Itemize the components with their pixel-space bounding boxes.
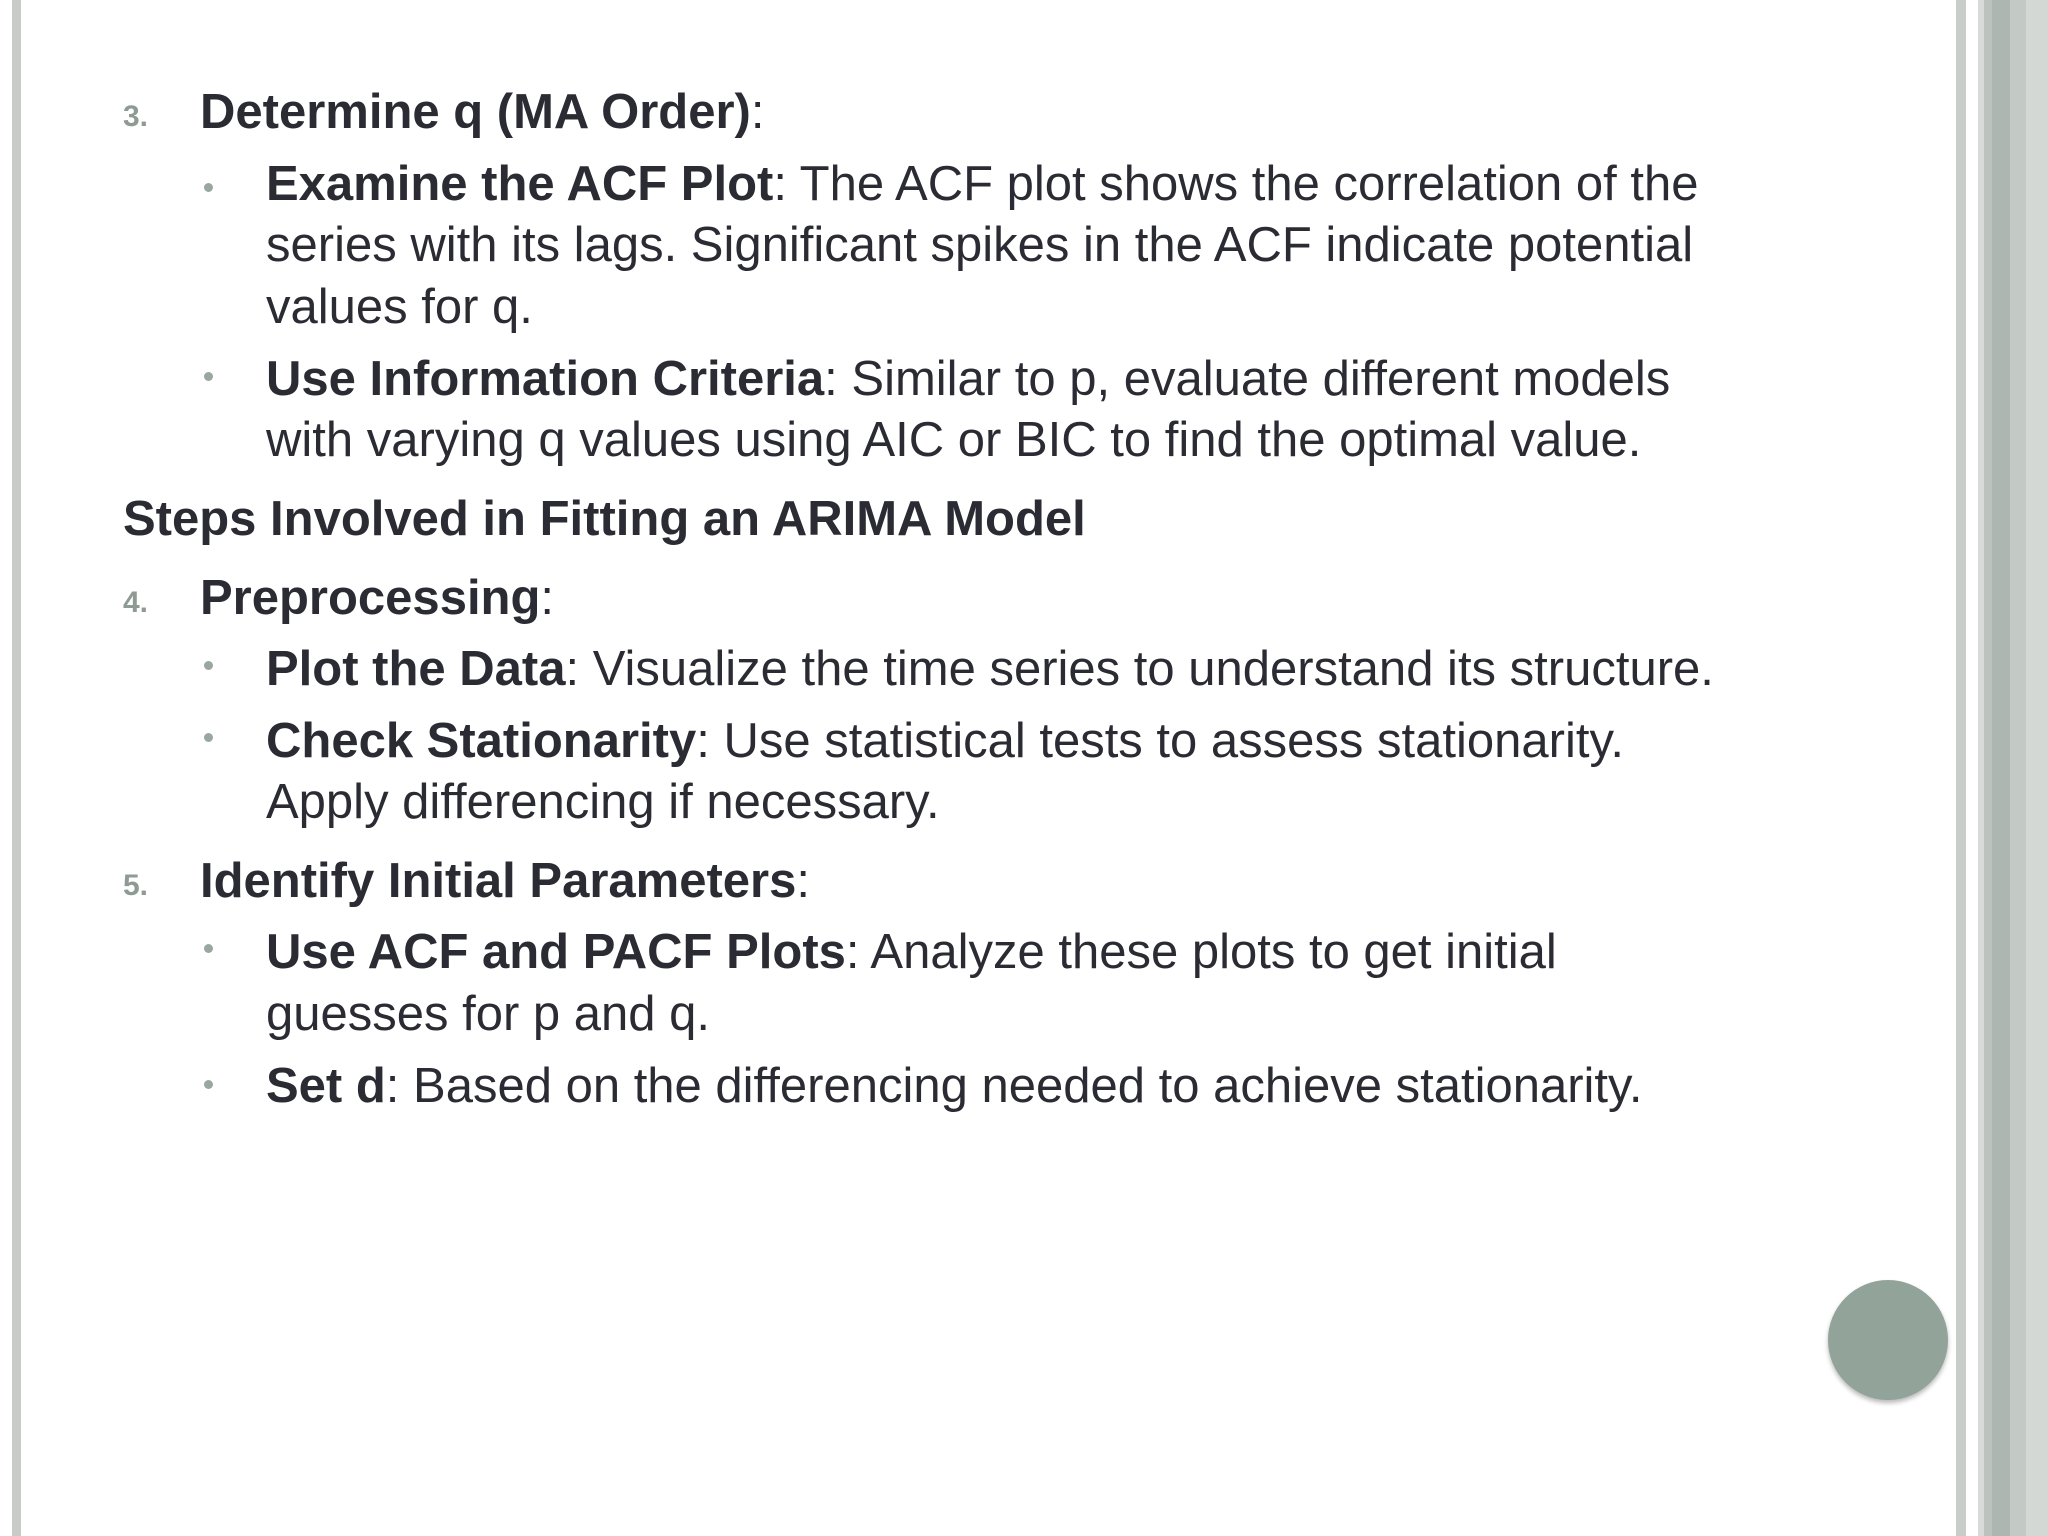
bullet-text: : Use statistical tests to assess stationarity. bbox=[696, 714, 1624, 768]
bullet-line bbox=[266, 714, 1624, 768]
bullet-label: Use Information Criteria bbox=[266, 352, 825, 406]
right-frame-decoration bbox=[1956, 0, 2048, 1536]
list-item-title bbox=[200, 854, 810, 908]
bullet-line bbox=[266, 157, 1699, 211]
bullet-text-continued: series with its lags. Significant spikes in the ACF indicate potential bbox=[266, 218, 1694, 272]
bullet-text-continued: with varying q values using AIC or BIC to find the optimal value. bbox=[266, 413, 1642, 467]
bullet-dot bbox=[204, 944, 213, 953]
list-item-title bbox=[200, 85, 765, 139]
section-heading: Steps Involved in Fitting an ARIMA Model bbox=[123, 492, 1086, 546]
list-item-title-colon: : bbox=[540, 571, 555, 625]
list-number: 5. bbox=[123, 869, 149, 902]
list-item-title-bold: Preprocessing bbox=[200, 571, 541, 625]
circle-decoration bbox=[1828, 1280, 1948, 1400]
bullet-text-continued: guesses for p and q. bbox=[266, 987, 711, 1041]
bullet-dot bbox=[204, 372, 213, 381]
list-number: 4. bbox=[123, 586, 149, 619]
bullet-label: Use ACF and PACF Plots bbox=[266, 925, 846, 979]
bullet-text: : The ACF plot shows the correlation of the bbox=[773, 157, 1699, 211]
bullet-text: : Analyze these plots to get initial bbox=[845, 925, 1557, 979]
bullet-line bbox=[266, 642, 1714, 696]
bullet-line bbox=[266, 352, 1671, 406]
bullet-label: Check Stationarity bbox=[266, 714, 697, 768]
bullet-dot bbox=[204, 733, 213, 742]
bullet-text: : Based on the differencing needed to achieve stationarity. bbox=[385, 1059, 1643, 1113]
list-item-title-colon: : bbox=[750, 85, 765, 139]
bullet-dot bbox=[204, 661, 213, 670]
bullet-line bbox=[266, 1059, 1643, 1113]
left-border-decoration bbox=[12, 0, 21, 1536]
bullet-label: Plot the Data bbox=[266, 642, 566, 696]
list-item-title-colon: : bbox=[796, 854, 810, 908]
bullet-text: : Similar to p, evaluate different models bbox=[824, 352, 1671, 406]
bullet-label: Examine the ACF Plot bbox=[266, 157, 774, 211]
list-item-title-bold: Determine q (MA Order) bbox=[200, 85, 751, 139]
bullet-line bbox=[266, 925, 1557, 979]
bullet-dot bbox=[204, 1080, 213, 1089]
bullet-text: : Visualize the time series to understand its structure. bbox=[565, 642, 1714, 696]
list-item-title-bold: Identify Initial Parameters bbox=[200, 854, 797, 908]
bullet-text-continued: Apply differencing if necessary. bbox=[266, 775, 940, 829]
bullet-label: Set d bbox=[266, 1059, 386, 1113]
bullet-dot bbox=[204, 183, 213, 192]
list-item-title bbox=[200, 571, 555, 625]
list-number: 3. bbox=[123, 100, 149, 133]
bullet-text-continued: values for q. bbox=[266, 280, 533, 334]
